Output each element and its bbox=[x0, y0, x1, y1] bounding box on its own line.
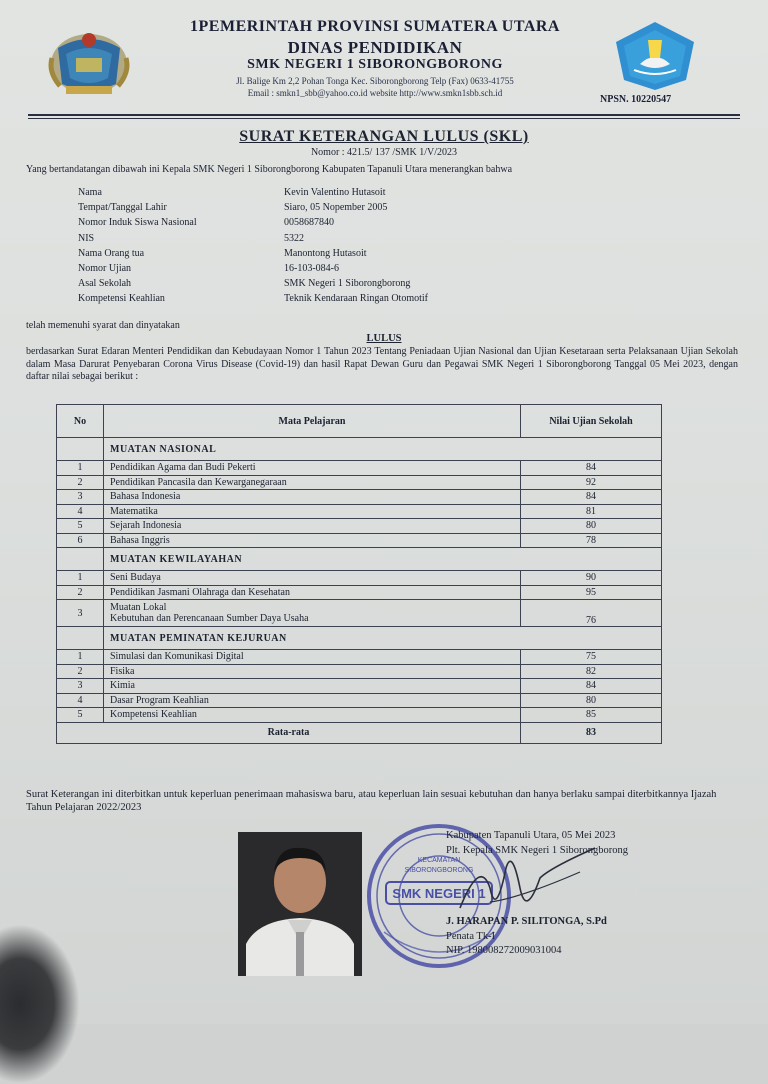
row-subject: Pendidikan Jasmani Olahraga dan Kesehatan bbox=[104, 585, 521, 600]
row-no: 2 bbox=[57, 585, 104, 600]
row-no: 4 bbox=[57, 504, 104, 519]
field-label: Nama Orang tua bbox=[78, 247, 145, 259]
section-spacer bbox=[57, 438, 104, 461]
row-score: 78 bbox=[521, 533, 662, 548]
average-label: Rata-rata bbox=[57, 722, 521, 743]
stamp-kecamatan: KECAMATAN bbox=[417, 857, 461, 864]
table-row bbox=[57, 461, 662, 476]
row-no: 2 bbox=[57, 664, 104, 679]
grades-table bbox=[56, 404, 662, 744]
statement-text: telah memenuhi syarat dan dinyatakan bbox=[26, 320, 180, 331]
field-label: Kompetensi Keahlian bbox=[78, 293, 165, 305]
row-score: 84 bbox=[521, 679, 662, 694]
row-subject: Sejarah Indonesia bbox=[104, 519, 521, 534]
table-row bbox=[57, 571, 662, 586]
field-label: NIS bbox=[78, 232, 95, 244]
col-subject-header: Mata Pelajaran bbox=[104, 405, 521, 438]
row-subject: Kimia bbox=[104, 679, 521, 694]
field-label: Nomor Ujian bbox=[78, 262, 132, 274]
field-label: Asal Sekolah bbox=[78, 278, 132, 290]
section-row bbox=[57, 548, 662, 571]
table-row bbox=[57, 600, 662, 627]
row-no: 2 bbox=[57, 475, 104, 490]
table-row bbox=[57, 504, 662, 519]
field-value: SMK Negeri 1 Siborongborong bbox=[284, 278, 411, 290]
row-subject: Bahasa Inggris bbox=[104, 533, 521, 548]
row-score: 84 bbox=[521, 490, 662, 505]
header-school: SMK NEGERI 1 SIBORONGBORONG bbox=[247, 57, 503, 72]
row-no: 3 bbox=[57, 679, 104, 694]
row-subject: Seni Budaya bbox=[104, 571, 521, 586]
average-value: 83 bbox=[521, 722, 662, 743]
row-subject bbox=[104, 600, 521, 627]
row-score: 76 bbox=[521, 600, 662, 627]
table-row bbox=[57, 693, 662, 708]
row-score: 75 bbox=[521, 650, 662, 665]
row-no: 5 bbox=[57, 708, 104, 723]
row-no: 5 bbox=[57, 519, 104, 534]
field-value: Kevin Valentino Hutasoit bbox=[284, 187, 386, 198]
intro-text: Yang bertandatangan dibawah ini Kepala SMK Negeri 1 Siborongborong Kabupaten Tapanuli Utara menerangkan bahwa bbox=[26, 164, 513, 175]
section-title: MUATAN PEMINATAN KEJURUAN bbox=[104, 627, 662, 650]
row-score: 81 bbox=[521, 504, 662, 519]
row-score: 84 bbox=[521, 461, 662, 476]
col-no-header: No bbox=[57, 405, 104, 438]
field-label: Tempat/Tanggal Lahir bbox=[78, 202, 167, 214]
field-value: Manontong Hutasoit bbox=[284, 247, 367, 259]
field-label: Nomor Induk Siswa Nasional bbox=[78, 217, 197, 229]
row-score: 95 bbox=[521, 585, 662, 600]
body-paragraph: berdasarkan Surat Edaran Menteri Pendidikan dan Kebudayaan Nomor 1 Tahun 2023 Tentang Peniadaan Ujian Nasional dan Ujian Kesetaraan serta Pelaksanaan Ujian Sekolah dalam Masa Darurat Penyebaran Corona Virus Disease (Covid-19) dan hasil Rapat Dewan Guru dan Pegawai SMK Negeri 1 Siborongborong Tanggal 05 Mei 2023, dengan daftar nilai sebagai berikut : bbox=[26, 346, 738, 382]
signature-name: J. HARAPAN P. SILITONGA, S.Pd bbox=[446, 916, 607, 927]
table-row bbox=[57, 650, 662, 665]
section-title: MUATAN NASIONAL bbox=[104, 438, 662, 461]
field-value: Siaro, 05 Nopember 2005 bbox=[284, 202, 388, 214]
header-address: Jl. Balige Km 2,2 Pohan Tonga Kec. Siborongborong Telp (Fax) 0633-41755 bbox=[236, 76, 514, 86]
header-rule bbox=[28, 114, 740, 116]
table-row bbox=[57, 519, 662, 534]
row-no: 1 bbox=[57, 461, 104, 476]
table-row bbox=[57, 679, 662, 694]
row-score: 82 bbox=[521, 664, 662, 679]
table-row bbox=[57, 490, 662, 505]
signature-place-date: Kabupaten Tapanuli Utara, 05 Mei 2023 bbox=[446, 830, 616, 841]
table-row bbox=[57, 664, 662, 679]
signature-nip: NIP. 198008272009031004 bbox=[446, 945, 562, 956]
average-row bbox=[57, 722, 662, 743]
header-agency: DINAS PENDIDIKAN bbox=[287, 38, 463, 57]
col-score-header: Nilai Ujian Sekolah bbox=[521, 405, 662, 438]
stamp-district: SIBORONGBORONG bbox=[404, 867, 474, 874]
row-score: 92 bbox=[521, 475, 662, 490]
header-npsn: NPSN. 10220547 bbox=[600, 94, 672, 105]
tut-wuri-handayani-logo bbox=[610, 20, 700, 92]
row-score: 85 bbox=[521, 708, 662, 723]
row-no: 6 bbox=[57, 533, 104, 548]
page-shadow bbox=[0, 924, 80, 1084]
section-spacer bbox=[57, 627, 104, 650]
table-row bbox=[57, 475, 662, 490]
student-photo bbox=[238, 832, 362, 976]
row-no: 3 bbox=[57, 600, 104, 627]
table-row bbox=[57, 533, 662, 548]
row-subject: Kompetensi Keahlian bbox=[104, 708, 521, 723]
signature-position: Plt. Kepala SMK Negeri 1 Siborongborong bbox=[446, 845, 628, 856]
row-subject: Pendidikan Agama dan Budi Pekerti bbox=[104, 461, 521, 476]
row-no: 4 bbox=[57, 693, 104, 708]
row-subject: Matematika bbox=[104, 504, 521, 519]
row-subject-sub: Kebutuhan dan Perencanaan Sumber Daya Usaha bbox=[110, 613, 309, 624]
pass-status: LULUS bbox=[366, 333, 402, 344]
table-header-row bbox=[57, 405, 662, 438]
field-value: 5322 bbox=[284, 232, 304, 244]
row-score: 80 bbox=[521, 519, 662, 534]
section-title: MUATAN KEWILAYAHAN bbox=[104, 548, 662, 571]
table-row bbox=[57, 708, 662, 723]
header-contact: Email : smkn1_sbb@yahoo.co.id website http://www.smkn1sbb.sch.id bbox=[247, 88, 503, 98]
header-government: 1PEMERINTAH PROVINSI SUMATERA UTARA bbox=[190, 18, 560, 35]
document-number: Nomor : 421.5/ 137 /SMK 1/V/2023 bbox=[310, 147, 458, 158]
field-value: 16-103-084-6 bbox=[284, 262, 339, 274]
row-subject-main: Muatan Lokal bbox=[110, 602, 167, 613]
header-rule-thin bbox=[28, 118, 740, 119]
row-no: 1 bbox=[57, 571, 104, 586]
row-no: 3 bbox=[57, 490, 104, 505]
row-subject: Bahasa Indonesia bbox=[104, 490, 521, 505]
row-score: 90 bbox=[521, 571, 662, 586]
provincial-emblem-logo bbox=[46, 28, 132, 98]
row-subject: Fisika bbox=[104, 664, 521, 679]
field-value: 0058687840 bbox=[284, 217, 334, 229]
row-subject: Simulasi dan Komunikasi Digital bbox=[104, 650, 521, 665]
section-row bbox=[57, 627, 662, 650]
field-label: Nama bbox=[78, 187, 102, 198]
table-row bbox=[57, 585, 662, 600]
signature-rank: Penata Tk-I bbox=[446, 931, 496, 942]
document-title: SURAT KETERANGAN LULUS (SKL) bbox=[239, 128, 529, 145]
section-spacer bbox=[57, 548, 104, 571]
row-no: 1 bbox=[57, 650, 104, 665]
closing-paragraph: Surat Keterangan ini diterbitkan untuk keperluan penerimaan mahasiswa baru, atau keperluan lain sesuai kebutuhan dan hanya berlaku sampai diterbitkannya Ijazah Tahun Pelajaran 2022/2023 bbox=[26, 789, 717, 813]
field-value: Teknik Kendaraan Ringan Otomotif bbox=[284, 293, 428, 305]
row-score: 80 bbox=[521, 693, 662, 708]
stamp-school: SMK NEGERI 1 bbox=[392, 886, 486, 901]
section-row bbox=[57, 438, 662, 461]
row-subject: Dasar Program Keahlian bbox=[104, 693, 521, 708]
row-subject: Pendidikan Pancasila dan Kewarganegaraan bbox=[104, 475, 521, 490]
